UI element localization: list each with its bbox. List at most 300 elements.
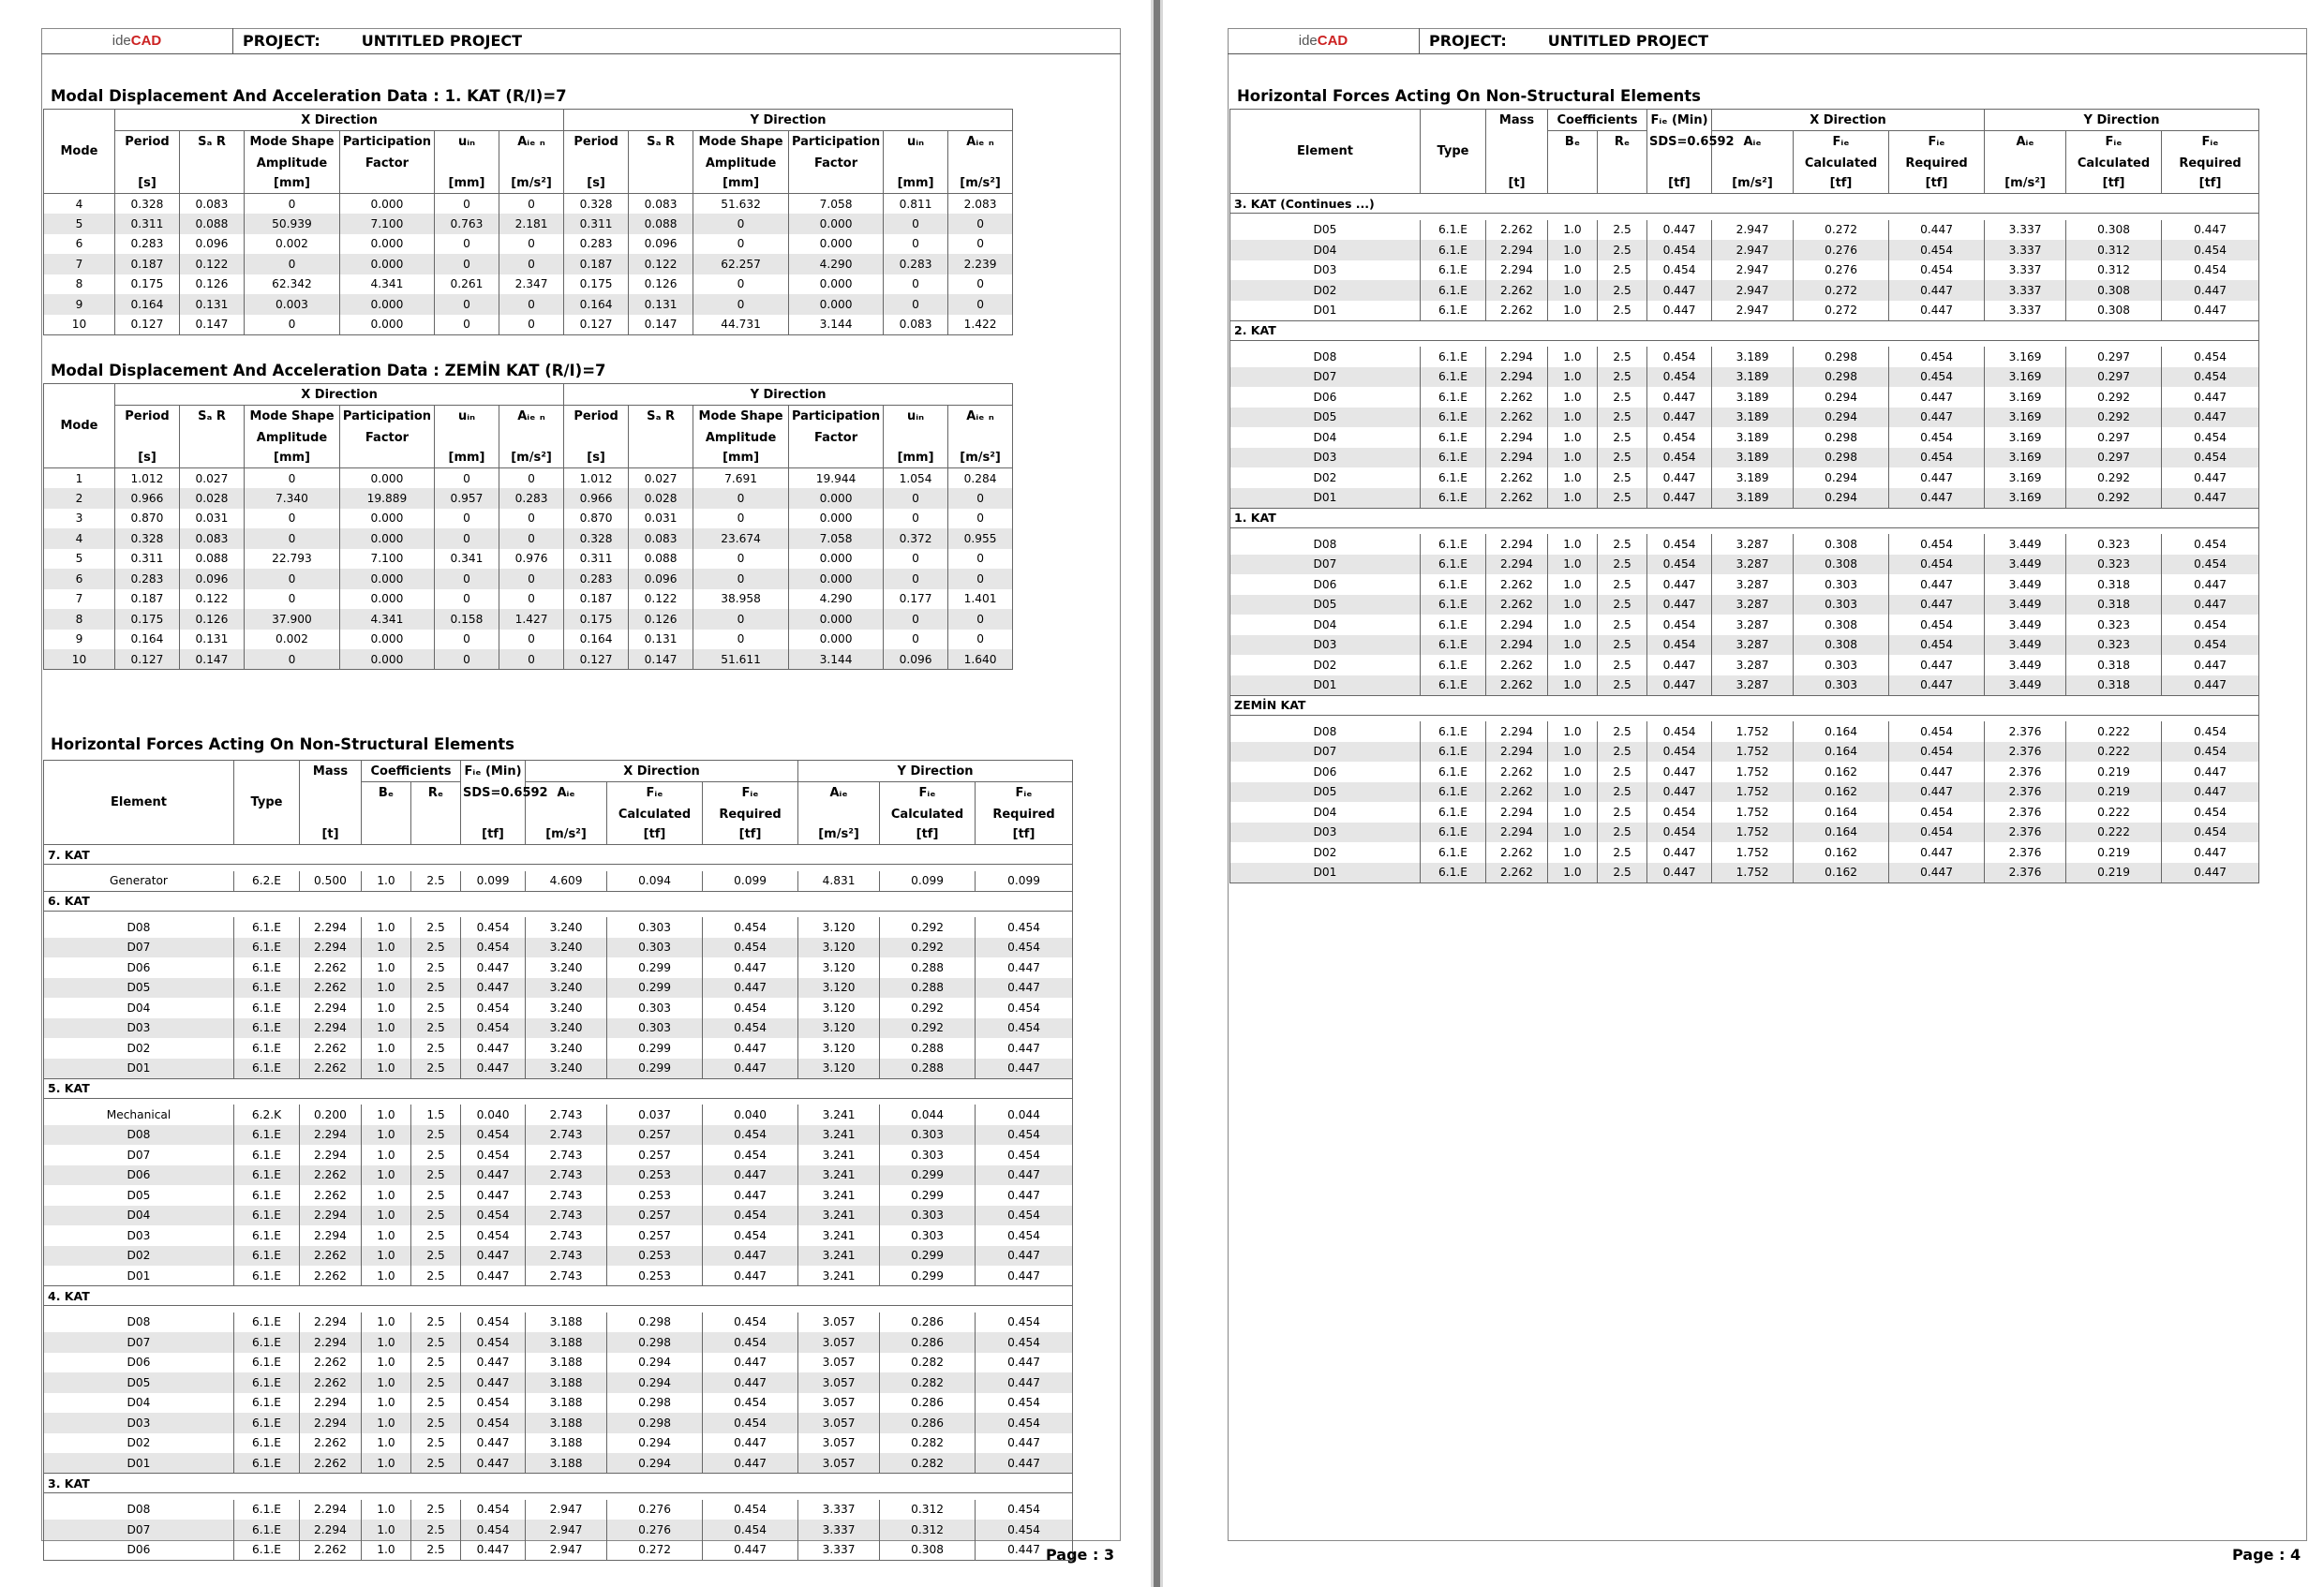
- table-cell: 2.347: [499, 274, 564, 295]
- table-row: [44, 1125, 1073, 1146]
- group-row: [44, 1474, 1073, 1493]
- table-cell: 6.1.E: [1421, 595, 1486, 616]
- table-cell: 0: [884, 214, 948, 234]
- table-cell: 6.1.E: [1421, 387, 1486, 408]
- table-cell: 0.447: [1647, 863, 1712, 883]
- table-cell: 0.037: [607, 1105, 703, 1125]
- table-cell: 1.0: [362, 1393, 411, 1414]
- table-cell: 0.164: [564, 630, 629, 650]
- table-cell: 2.262: [300, 1246, 362, 1267]
- table-cell: 62.257: [693, 254, 789, 274]
- unit-header: [629, 449, 693, 468]
- table-cell: 1.0: [1548, 742, 1598, 763]
- table-cell: 0.162: [1794, 782, 1889, 803]
- table-cell: 0.000: [340, 649, 435, 670]
- table-cell: 0.318: [2066, 655, 2162, 675]
- table-cell: 1.422: [948, 315, 1013, 335]
- table-cell: 2.743: [526, 1145, 607, 1165]
- column-header: Mode Shape: [245, 131, 340, 153]
- table-cell: 0.454: [976, 917, 1073, 938]
- table-cell: 0.303: [607, 917, 703, 938]
- table-cell: 2.743: [526, 1165, 607, 1186]
- table-cell: 1.0: [1548, 367, 1598, 388]
- table-cell: 3.120: [798, 1038, 880, 1059]
- table-cell: 0.454: [1889, 367, 1985, 388]
- table-cell: D03: [1230, 635, 1421, 656]
- table-cell: 6.1.E: [1421, 802, 1486, 823]
- table-row: [44, 1332, 1073, 1353]
- table-row: [1230, 721, 2259, 742]
- table-cell: D03: [1230, 448, 1421, 468]
- table-cell: 3.240: [526, 1018, 607, 1039]
- table-cell: 2.262: [300, 1165, 362, 1186]
- table-cell: 0.175: [115, 274, 180, 295]
- column-header: Element: [44, 761, 234, 845]
- table-row: [44, 214, 1013, 234]
- table-cell: 62.342: [245, 274, 340, 295]
- table-cell: 0.294: [1794, 408, 1889, 428]
- table-cell: 2.083: [948, 194, 1013, 215]
- table-cell: 3.241: [798, 1145, 880, 1165]
- modal-section-title: Modal Displacement And Acceleration Data : 1. KAT (R/I)=7: [51, 87, 567, 105]
- table-cell: 2.262: [300, 1185, 362, 1206]
- table-cell: 0.454: [1647, 240, 1712, 260]
- column-header: Bₑ: [1548, 131, 1598, 153]
- table-cell: 0.187: [564, 589, 629, 610]
- unit-header: [t]: [300, 825, 362, 845]
- table-cell: 6.1.E: [234, 1500, 300, 1520]
- table-cell: 0.292: [2066, 488, 2162, 509]
- table-cell: 6.1.E: [234, 1413, 300, 1433]
- table-cell: 0.094: [607, 871, 703, 892]
- table-cell: 10: [44, 315, 115, 335]
- table-cell: 0.312: [2066, 260, 2162, 281]
- unit-header: [m/s²]: [948, 174, 1013, 194]
- table-row: [1230, 802, 2259, 823]
- table-cell: 2.5: [1598, 347, 1647, 367]
- table-cell: 0.328: [115, 194, 180, 215]
- table-cell: 0.222: [2066, 742, 2162, 763]
- table-cell: D06: [1230, 574, 1421, 595]
- table-cell: 1.0: [362, 871, 411, 892]
- table-cell: 0.083: [180, 528, 245, 549]
- table-cell: 2.5: [411, 917, 461, 938]
- table-cell: D05: [44, 1185, 234, 1206]
- table-row: [1230, 467, 2259, 488]
- table-cell: 1.0: [1548, 555, 1598, 575]
- table-cell: 0: [435, 528, 499, 549]
- group-row: [44, 1286, 1073, 1306]
- unit-header: [tf]: [1794, 174, 1889, 194]
- table-row: [44, 1266, 1073, 1286]
- column-header: Participation: [340, 131, 435, 153]
- group-gap: [1230, 527, 2259, 534]
- table-cell: D05: [44, 978, 234, 999]
- group-gap: [44, 865, 1073, 871]
- table-cell: 0.447: [1889, 782, 1985, 803]
- column-group-header: Coefficients: [1548, 110, 1647, 131]
- table-cell: 6.1.E: [1421, 863, 1486, 883]
- table-cell: 0.454: [2162, 534, 2259, 555]
- table-cell: 2.743: [526, 1206, 607, 1226]
- table-cell: 0.870: [564, 509, 629, 529]
- column-header: Mass: [1486, 110, 1548, 131]
- table-cell: 0: [693, 549, 789, 570]
- column-header: Calculated: [607, 804, 703, 825]
- table-cell: 2.294: [300, 998, 362, 1018]
- table-cell: 1.0: [362, 978, 411, 999]
- table-row: [44, 468, 1013, 489]
- table-cell: 0.219: [2066, 863, 2162, 883]
- table-cell: 0.454: [976, 1125, 1073, 1146]
- table-cell: 0.096: [884, 649, 948, 670]
- table-cell: 1.012: [115, 468, 180, 489]
- table-cell: 2.947: [1712, 260, 1794, 281]
- table-cell: 7.058: [789, 194, 884, 215]
- table-cell: 0.219: [2066, 842, 2162, 863]
- table-cell: 0: [435, 509, 499, 529]
- table-cell: 0.454: [1889, 347, 1985, 367]
- table-cell: 6.1.E: [1421, 762, 1486, 782]
- unit-header: [tf]: [976, 825, 1073, 845]
- header-row: [44, 427, 1013, 449]
- table-cell: 0.164: [115, 630, 180, 650]
- table-cell: D01: [44, 1453, 234, 1474]
- column-header: Period: [115, 131, 180, 153]
- table-cell: 3.188: [526, 1332, 607, 1353]
- table-cell: 0.454: [461, 1413, 526, 1433]
- group-label: 6. KAT: [44, 891, 1073, 911]
- table-cell: 0.447: [1647, 762, 1712, 782]
- table-cell: 0.454: [461, 938, 526, 958]
- table-cell: 0.257: [607, 1125, 703, 1146]
- table-cell: 0.447: [703, 978, 798, 999]
- table-cell: 3.189: [1712, 408, 1794, 428]
- table-cell: 0.292: [2066, 387, 2162, 408]
- table-cell: 0.500: [300, 871, 362, 892]
- table-cell: 4.290: [789, 589, 884, 610]
- table-cell: 0.294: [607, 1433, 703, 1454]
- table-cell: 2.294: [300, 1206, 362, 1226]
- table-cell: 0.447: [1889, 574, 1985, 595]
- table-cell: 0.447: [703, 1266, 798, 1286]
- table-cell: 2.947: [526, 1540, 607, 1561]
- table-cell: 0.276: [607, 1500, 703, 1520]
- column-header: Fᵢₑ: [2066, 131, 2162, 153]
- table-cell: 3.120: [798, 957, 880, 978]
- table-cell: 1.012: [564, 468, 629, 489]
- table-cell: 0.131: [629, 630, 693, 650]
- table-cell: 2.5: [411, 1038, 461, 1059]
- table-cell: 0.447: [1647, 675, 1712, 696]
- table-cell: 0.099: [461, 871, 526, 892]
- unit-header: [tf]: [2162, 174, 2259, 194]
- table-cell: D06: [44, 1353, 234, 1373]
- table-cell: 0.276: [1794, 240, 1889, 260]
- table-cell: 0.447: [461, 1353, 526, 1373]
- table-cell: 2.294: [1486, 721, 1548, 742]
- table-cell: 2.5: [1598, 408, 1647, 428]
- table-cell: D04: [1230, 240, 1421, 260]
- table-cell: 3.240: [526, 998, 607, 1018]
- table-cell: 2.262: [1486, 655, 1548, 675]
- table-cell: 0.447: [976, 1453, 1073, 1474]
- column-header: Fᵢₑ: [1889, 131, 1985, 153]
- table-cell: 3.120: [798, 917, 880, 938]
- table-cell: 0.000: [789, 630, 884, 650]
- unit-header: [m/s²]: [798, 825, 880, 845]
- table-cell: 0.318: [2066, 574, 2162, 595]
- table-cell: 0.219: [2066, 762, 2162, 782]
- table-cell: 0: [884, 488, 948, 509]
- table-cell: 0.454: [1647, 635, 1712, 656]
- table-row: [44, 1246, 1073, 1267]
- table-cell: 2.376: [1985, 721, 2066, 742]
- table-row: [44, 630, 1013, 650]
- table-row: [1230, 534, 2259, 555]
- table-cell: 0.454: [703, 1520, 798, 1540]
- table-cell: 3.241: [798, 1185, 880, 1206]
- table-cell: 0: [245, 528, 340, 549]
- table-cell: 3.169: [1985, 448, 2066, 468]
- table-cell: 2.5: [1598, 655, 1647, 675]
- table-cell: 0.372: [884, 528, 948, 549]
- table-cell: 6.1.E: [1421, 555, 1486, 575]
- table-cell: 3.120: [798, 998, 880, 1018]
- table-cell: 6.1.E: [234, 1393, 300, 1414]
- column-header: [362, 804, 411, 825]
- table-cell: 7.100: [340, 549, 435, 570]
- table-cell: 0.282: [880, 1453, 976, 1474]
- table-cell: 0.282: [880, 1353, 976, 1373]
- table-cell: 2.262: [1486, 842, 1548, 863]
- table-cell: 0.447: [703, 1353, 798, 1373]
- table-cell: 0.454: [2162, 367, 2259, 388]
- table-cell: 2.262: [300, 978, 362, 999]
- column-header: [1486, 153, 1548, 174]
- table-cell: 0.000: [340, 254, 435, 274]
- table-cell: 2.743: [526, 1125, 607, 1146]
- column-header: Fᵢₑ: [703, 782, 798, 804]
- column-header: Aᵢₑ ₙ: [948, 406, 1013, 427]
- table-cell: 0: [435, 294, 499, 315]
- table-cell: 1.0: [362, 1353, 411, 1373]
- table-cell: 0.447: [1889, 675, 1985, 696]
- table-cell: 2.262: [1486, 408, 1548, 428]
- table-cell: 0.122: [629, 254, 693, 274]
- table-row: [44, 549, 1013, 570]
- table-cell: 2.294: [1486, 260, 1548, 281]
- column-header: Amplitude: [245, 153, 340, 174]
- table-cell: 0.298: [607, 1393, 703, 1414]
- unit-header: [789, 449, 884, 468]
- table-cell: 2.5: [411, 1353, 461, 1373]
- table-cell: 0.000: [340, 234, 435, 255]
- unit-header: [tf]: [880, 825, 976, 845]
- table-cell: 0.454: [2162, 427, 2259, 448]
- table-cell: D04: [1230, 427, 1421, 448]
- column-group-header: Y Direction: [564, 384, 1013, 406]
- table-cell: 0.298: [607, 1313, 703, 1333]
- table-cell: 0.276: [1794, 260, 1889, 281]
- table-cell: 0.447: [2162, 408, 2259, 428]
- table-cell: 3.241: [798, 1266, 880, 1286]
- table-cell: 0.454: [1647, 823, 1712, 843]
- table-cell: 23.674: [693, 528, 789, 549]
- table-cell: 1.0: [1548, 782, 1598, 803]
- table-cell: 0.175: [564, 609, 629, 630]
- table-cell: 0: [245, 194, 340, 215]
- table-cell: 6.1.E: [234, 978, 300, 999]
- unit-header: [mm]: [693, 449, 789, 468]
- column-header: Fᵢₑ: [607, 782, 703, 804]
- table-row: [1230, 635, 2259, 656]
- table-row: [44, 1540, 1073, 1561]
- group-row: [1230, 194, 2259, 214]
- table-cell: 0.288: [880, 1038, 976, 1059]
- table-cell: 3.169: [1985, 367, 2066, 388]
- table-cell: 0.454: [1889, 742, 1985, 763]
- idecad-logo: ideCAD: [112, 33, 162, 49]
- table-cell: 0.283: [115, 569, 180, 589]
- table-cell: 0.312: [880, 1500, 976, 1520]
- column-header: Mode Shape: [693, 131, 789, 153]
- column-header: Required: [976, 804, 1073, 825]
- column-header: [948, 427, 1013, 449]
- project-label: PROJECT:: [1429, 32, 1507, 50]
- table-cell: 0.272: [1794, 280, 1889, 301]
- table-cell: 0.341: [435, 549, 499, 570]
- table-cell: 0: [499, 630, 564, 650]
- table-cell: 0.297: [2066, 427, 2162, 448]
- group-row: [1230, 320, 2259, 340]
- table-row: [1230, 488, 2259, 509]
- column-header: [435, 427, 499, 449]
- column-header: [1598, 153, 1647, 174]
- table-row: [1230, 574, 2259, 595]
- table-cell: 2.5: [411, 1145, 461, 1165]
- table-row: [1230, 823, 2259, 843]
- table-cell: 0.447: [1647, 655, 1712, 675]
- table-cell: 0: [884, 569, 948, 589]
- table-cell: 0.318: [2066, 675, 2162, 696]
- table-cell: 2.262: [300, 1038, 362, 1059]
- table-cell: 0.447: [2162, 842, 2259, 863]
- table-cell: 2.5: [1598, 595, 1647, 616]
- table-row: [44, 957, 1073, 978]
- table-cell: 3.057: [798, 1372, 880, 1393]
- unit-header: [tf]: [1889, 174, 1985, 194]
- table-row: [44, 254, 1013, 274]
- table-cell: 0: [435, 234, 499, 255]
- column-header: Period: [564, 406, 629, 427]
- table-cell: 0.164: [1794, 742, 1889, 763]
- table-cell: 2.294: [1486, 615, 1548, 635]
- table-cell: D03: [44, 1225, 234, 1246]
- column-header: Participation: [789, 406, 884, 427]
- table-cell: 7.340: [245, 488, 340, 509]
- table-cell: 0.292: [880, 917, 976, 938]
- table-cell: 3.287: [1712, 595, 1794, 616]
- table-cell: 2.5: [1598, 675, 1647, 696]
- table-cell: 0.187: [115, 589, 180, 610]
- table-cell: 0.454: [461, 1225, 526, 1246]
- table-cell: 0.447: [1647, 842, 1712, 863]
- table-cell: 3.337: [1985, 260, 2066, 281]
- group-gap: [44, 1098, 1073, 1105]
- table-row: [1230, 301, 2259, 321]
- table-cell: 2.5: [1598, 534, 1647, 555]
- table-cell: 0.099: [976, 871, 1073, 892]
- table-row: [1230, 762, 2259, 782]
- table-cell: 1.752: [1712, 802, 1794, 823]
- column-header: Fᵢₑ: [2162, 131, 2259, 153]
- table-cell: 6.1.E: [234, 1520, 300, 1540]
- table-cell: 0.454: [976, 1413, 1073, 1433]
- table-cell: 0.454: [1889, 427, 1985, 448]
- table-cell: 0.447: [976, 1540, 1073, 1561]
- unit-header: [m/s²]: [1712, 174, 1794, 194]
- table-cell: D01: [1230, 488, 1421, 509]
- table-cell: 0.283: [564, 234, 629, 255]
- table-cell: 0.272: [607, 1540, 703, 1561]
- table-row: [44, 1206, 1073, 1226]
- table-cell: 1.0: [1548, 387, 1598, 408]
- table-cell: 6.1.E: [234, 1225, 300, 1246]
- group-gap: [44, 1306, 1073, 1313]
- table-cell: 19.889: [340, 488, 435, 509]
- table-row: [44, 1372, 1073, 1393]
- table-cell: 0.447: [1647, 408, 1712, 428]
- table-cell: 6.1.E: [234, 1433, 300, 1454]
- table-cell: 0.282: [880, 1372, 976, 1393]
- table-cell: 6.1.E: [234, 1059, 300, 1079]
- column-header: [499, 153, 564, 174]
- table-cell: 0: [693, 294, 789, 315]
- table-cell: 4.341: [340, 609, 435, 630]
- table-cell: 0.044: [976, 1105, 1073, 1125]
- table-cell: 0.000: [789, 609, 884, 630]
- table-cell: 0.298: [607, 1332, 703, 1353]
- table-cell: 0.162: [1794, 863, 1889, 883]
- report-page-4: [1228, 0, 2324, 1587]
- table-cell: 0.447: [976, 1059, 1073, 1079]
- table-cell: 3.241: [798, 1225, 880, 1246]
- table-cell: 0.286: [880, 1413, 976, 1433]
- table-cell: 0.454: [2162, 448, 2259, 468]
- table-cell: 0: [948, 509, 1013, 529]
- table-cell: 0.044: [880, 1105, 976, 1125]
- table-cell: 0.454: [703, 1225, 798, 1246]
- column-header: uᵢₙ: [435, 131, 499, 153]
- table-cell: D05: [44, 1372, 234, 1393]
- table-cell: 0.303: [1794, 574, 1889, 595]
- group-row: [1230, 508, 2259, 527]
- table-cell: 0: [435, 630, 499, 650]
- table-cell: 0.299: [607, 1059, 703, 1079]
- table-cell: 0.222: [2066, 721, 2162, 742]
- table-cell: 0.303: [1794, 595, 1889, 616]
- column-header: Aᵢₑ: [1712, 131, 1794, 153]
- table-cell: 0.454: [1647, 555, 1712, 575]
- table-cell: 0.454: [2162, 823, 2259, 843]
- table-row: [44, 938, 1073, 958]
- table-cell: 1.752: [1712, 762, 1794, 782]
- table-cell: 3.240: [526, 1038, 607, 1059]
- table-cell: 0.177: [884, 589, 948, 610]
- table-cell: 2.5: [411, 1246, 461, 1267]
- table-cell: 0.299: [880, 1246, 976, 1267]
